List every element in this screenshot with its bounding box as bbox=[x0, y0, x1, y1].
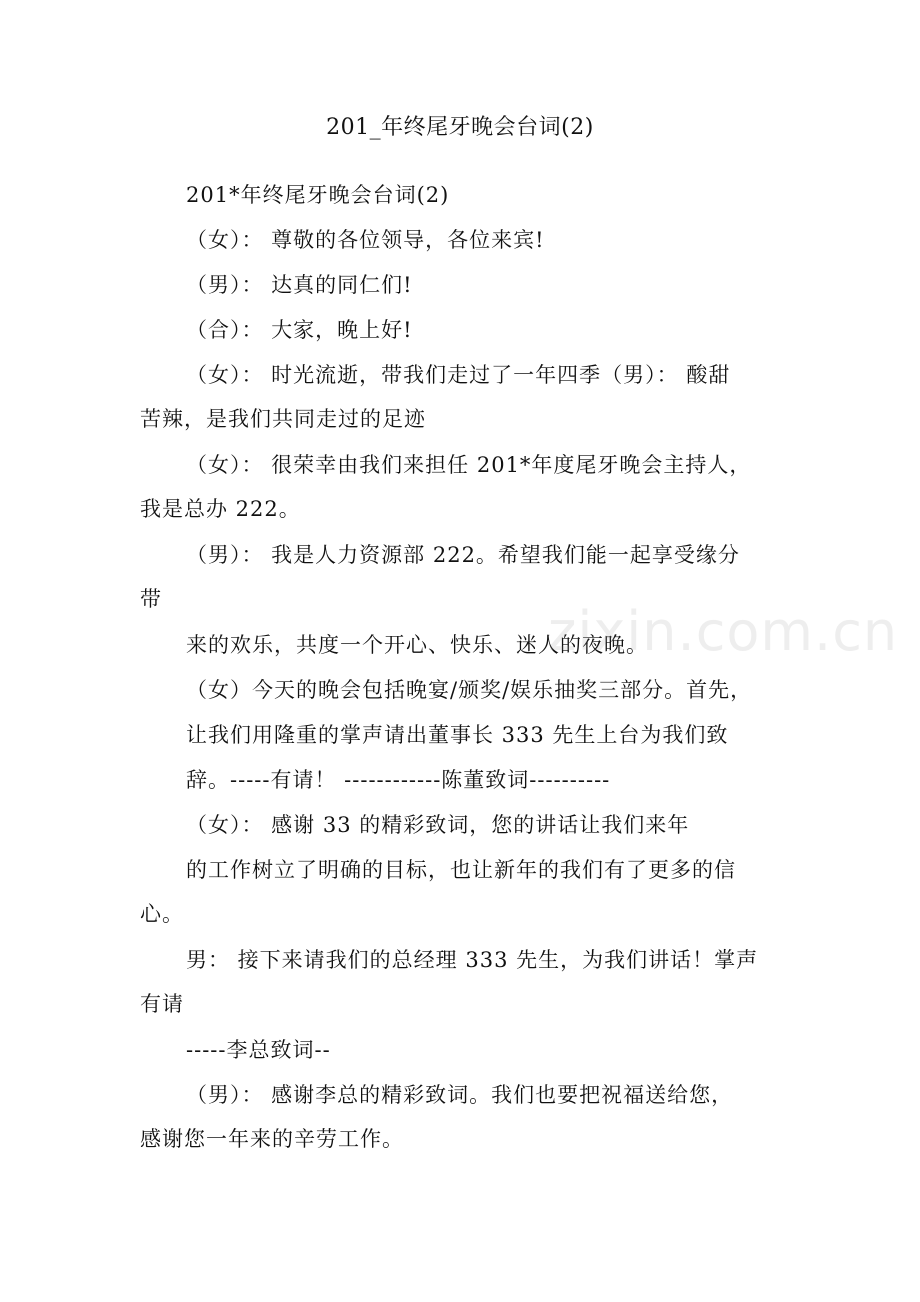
text-line: （男）： 达真的同仁们! bbox=[186, 273, 413, 297]
text-line: 感谢您一年来的辛劳工作。 bbox=[140, 1127, 404, 1151]
text-line: （女）： 尊敬的各位领导，各位来宾! bbox=[186, 228, 545, 252]
text-line: 苦辣，是我们共同走过的足迹 bbox=[140, 407, 426, 431]
document-title: 201_年终尾牙晚会台词(2) bbox=[326, 115, 594, 140]
text-line: 让我们用隆重的掌声请出董事长 333 先生上台为我们致 bbox=[186, 723, 729, 747]
text-line: （女）今天的晚会包括晚宴/颁奖/娱乐抽奖三部分。首先， bbox=[186, 678, 753, 702]
text-line: 有请 bbox=[140, 992, 184, 1016]
text-line: （女）： 时光流逝，带我们走过了一年四季（男）： 酸甜 bbox=[186, 363, 731, 387]
text-line: 男： 接下来请我们的总经理 333 先生，为我们讲话！掌声 bbox=[186, 948, 759, 972]
text-line: （男）： 感谢李总的精彩致词。我们也要把祝福送给您， bbox=[186, 1083, 734, 1107]
text-line: 的工作树立了明确的目标，也让新年的我们有了更多的信 bbox=[186, 858, 736, 882]
text-line: -----李总致词-- bbox=[186, 1038, 331, 1062]
watermark: zixin.com.cn bbox=[548, 600, 899, 663]
text-line: （合）： 大家，晚上好! bbox=[186, 318, 413, 342]
text-line: 带 bbox=[140, 587, 162, 611]
text-line: （女）： 感谢 33 的精彩致词，您的讲话让我们来年 bbox=[186, 813, 690, 837]
text-line: 心。 bbox=[140, 902, 184, 926]
text-line: 我是总办 222。 bbox=[140, 497, 301, 521]
text-line: 辞。-----有请！ ------------陈董致词---------- bbox=[186, 768, 611, 792]
text-line: 201*年终尾牙晚会台词(2) bbox=[186, 183, 450, 207]
text-line: 来的欢乐，共度一个开心、快乐、迷人的夜晚。 bbox=[186, 633, 648, 657]
text-line: （男）： 我是人力资源部 222。希望我们能一起享受缘分 bbox=[186, 543, 740, 567]
text-line: （女）： 很荣幸由我们来担任 201*年度尾牙晚会主持人， bbox=[186, 453, 752, 477]
